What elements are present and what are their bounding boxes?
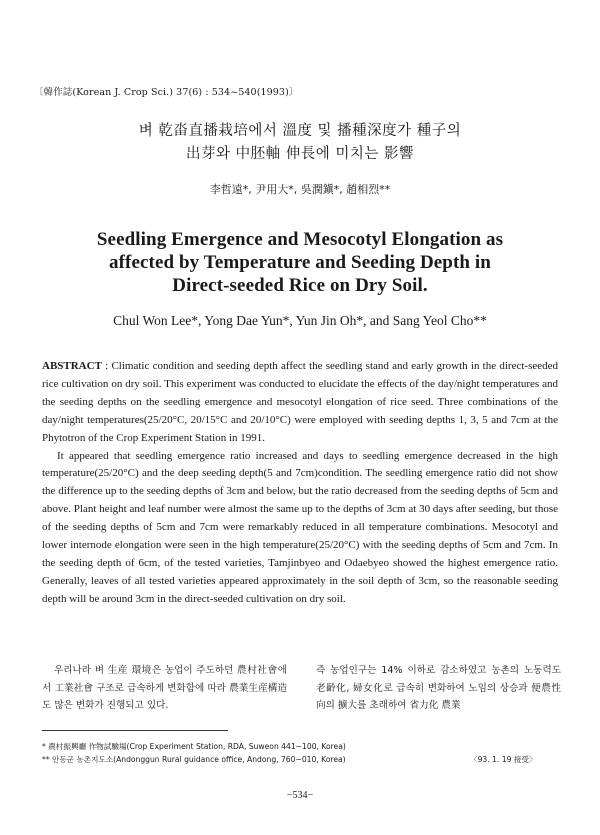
abstract bbox=[42, 358, 558, 609]
english-title bbox=[0, 228, 600, 297]
footnote-2: ** 안동군 농촌지도소(Andonggun Rural guidance office, Andong, 760−010, Korea) bbox=[42, 755, 346, 764]
korean-title bbox=[0, 120, 600, 166]
abstract-paragraph-2: It appeared that seedling emergence ratio increased and days to seedling emergence decreased in the high temperature(25/20°C) and the deep seeding depth(5 and 7cm)condition. The seedling emergence ratio did not show the difference up to the seeding depths of 3cm and below, but the ratio decreased from the seeding depths of 5cm and above. Plant height and leaf number were almost the same up to the depths of 3cm at 30 days after seeding, but those of the seeding depths of 5cm and 7cm were remarkably reduced in all temperature combinations. Mesocotyl and lower internode elongation were seen in the high temperature(25/20°C) with the seeding depths of 5cm and 7cm. In the seeding depth of 6cm, of the tested varieties, Tamjinbyeo and Odaebyeo showed the highest emergence ratio. Generally, leaves of all tested varieties appeared approximately in the soil depth of 3cm, so the reasonable seeding depth will be around 3cm in the direct-seeded cultivation on dry soil. bbox=[42, 449, 558, 605]
korean-title-line-2: 出芽와 中胚軸 伸長에 미치는 影響 bbox=[186, 146, 414, 162]
abstract-paragraph-1-text: : Climatic condition and seeding depth affect the seedling stand and early growth in the direct-seeded rice cultivation on dry soil. This experiment was conducted to elucidate the effects of the day/night temperatures and the seeding depths on the seedling emergence and mesocotyl elongation of rice seed. Three combinations of the day/night temperatures(25/20°C, 20/15°C and 20/10°C) were employed with seeding depths 1, 3, 5 and 7cm at the Phytotron of the Crop Experiment Station in 1991. bbox=[42, 360, 558, 444]
english-title-line-2: affected by Temperature and Seeding Depth in bbox=[109, 252, 491, 273]
body-column-left: 우리나라 벼 生産 環境은 농업이 주도하던 農村社會에서 工業社會 구조로 급속하게 변화함에 따라 農業生産構造도 많은 변화가 진행되고 있다. bbox=[42, 665, 287, 711]
abstract-label: ABSTRACT bbox=[42, 360, 102, 372]
footnote-divider bbox=[42, 730, 228, 731]
abstract-paragraph-1 bbox=[42, 358, 558, 448]
page-number: −534− bbox=[286, 790, 314, 801]
english-title-line-1: Seedling Emergence and Mesocotyl Elongation as bbox=[96, 229, 504, 250]
english-authors: Chul Won Lee*, Yong Dae Yun*, Yun Jin Oh*, and Sang Yeol Cho** bbox=[113, 313, 487, 328]
english-title-line-3: Direct-seeded Rice on Dry Soil. bbox=[172, 275, 428, 296]
korean-authors: 李哲遠*, 尹用大*, 吳潤鎭*, 趙相烈** bbox=[209, 183, 391, 196]
korean-title-line-1: 벼 乾畓直播栽培에서 溫度 및 播種深度가 種子의 bbox=[138, 123, 462, 139]
journal-reference: 〔韓作誌(Korean J. Crop Sci.) 37(6) : 534~540(1993)〕 bbox=[34, 87, 299, 98]
body-column-right: 즉 농업인구는 14% 이하로 감소하였고 농촌의 노동력도 老齡化, 婦女化로 급속히 변화하여 노임의 상승과 便農性向의 擴大를 초래하여 省力化 農業 bbox=[316, 665, 561, 711]
footnote-1: * 農村振興廳 作物試驗場(Crop Experiment Station, RDA, Suweon 441−100, Korea) bbox=[42, 742, 346, 751]
received-date: 〈93. 1. 19 接受〉 bbox=[470, 755, 537, 764]
